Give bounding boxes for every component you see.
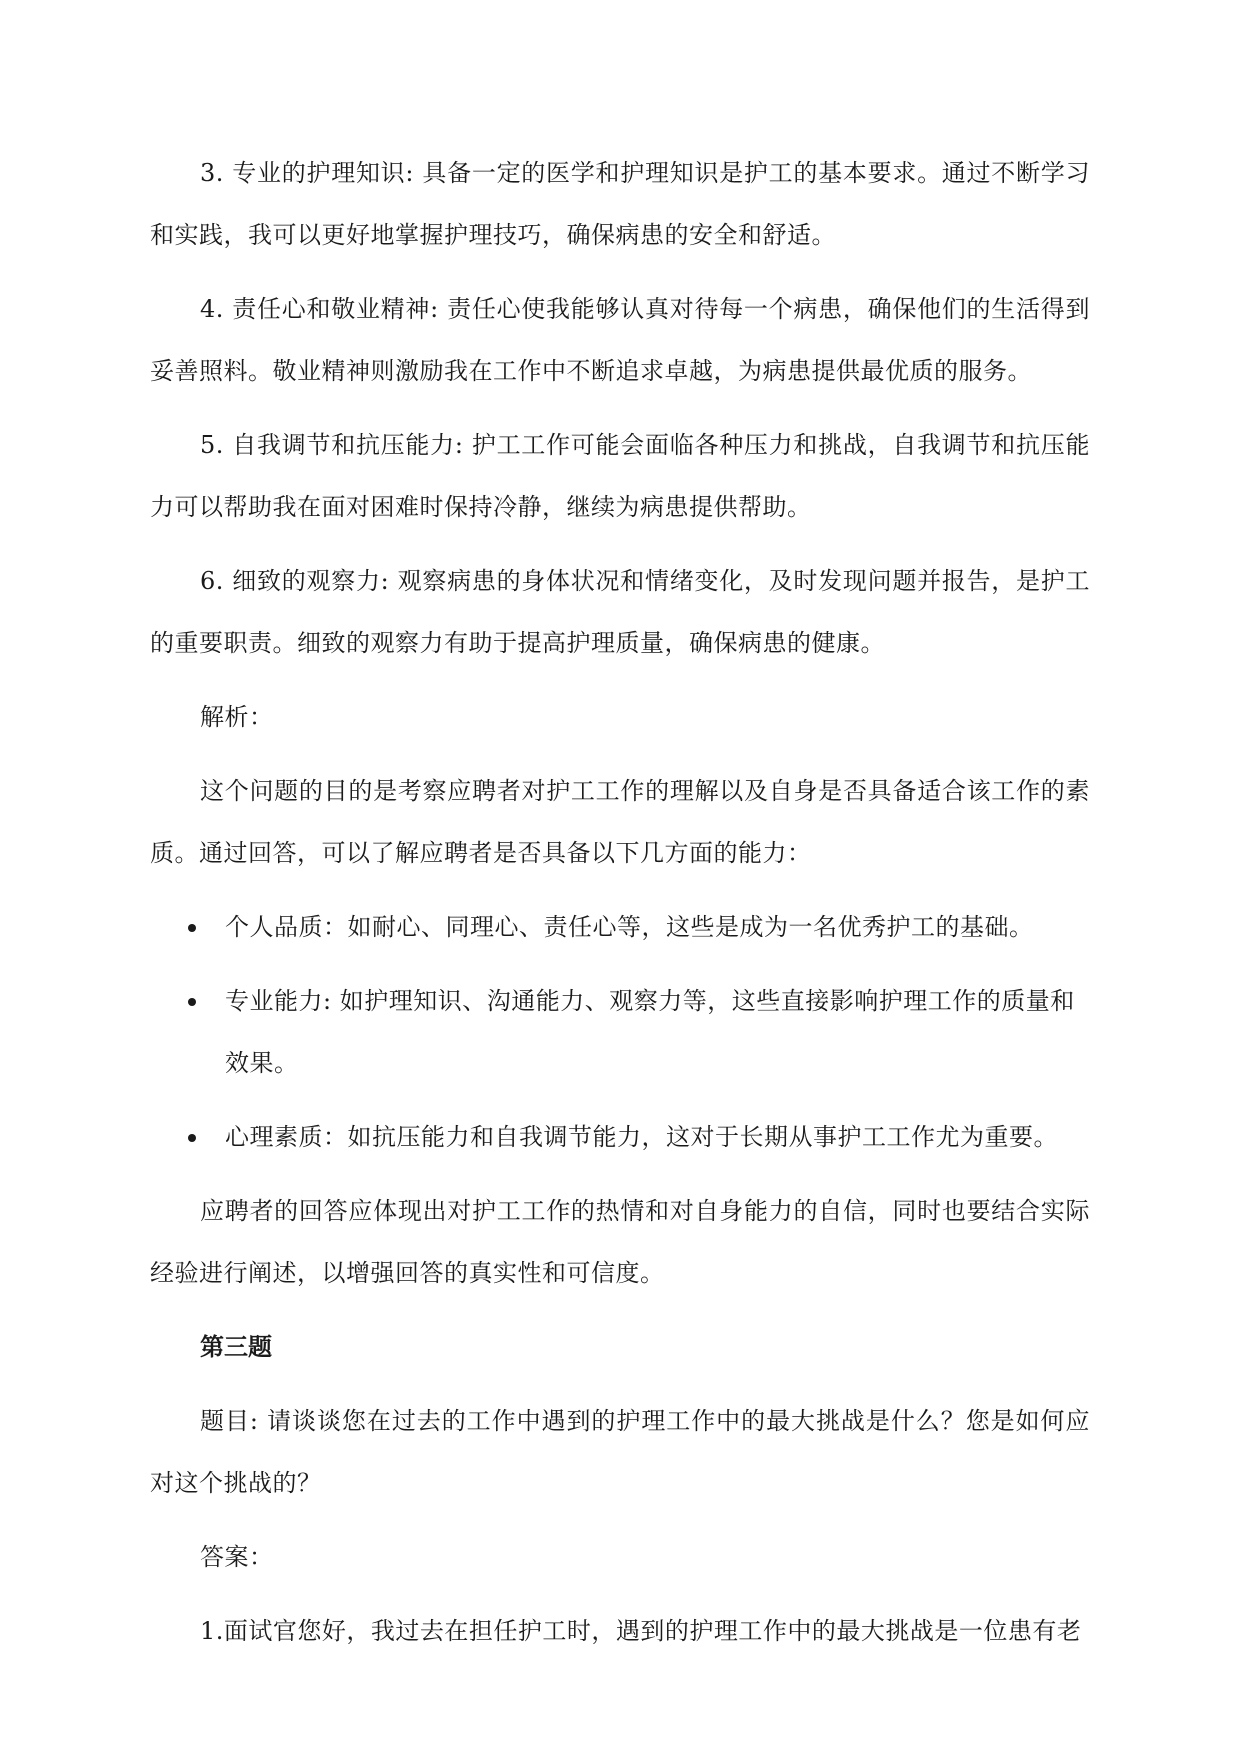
list-item-text: 个人品质：如耐心、同理心、责任心等，这些是成为一名优秀护工的基础。 xyxy=(225,913,1034,941)
section-heading: 第三题 xyxy=(200,1332,272,1361)
bullet-icon xyxy=(188,924,196,932)
bullet-icon xyxy=(188,1134,196,1142)
answer-paragraph: 1.面试官您好，我过去在担任护工时，遇到的护理工作中的最大挑战是一位患有老 xyxy=(200,1617,1082,1645)
paragraph-item-3: 3. 专业的护理知识: 具备一定的医学和护理知识是护工的基本要求。通过不断学习和实践，我可以更好地掌握护理技巧，确保病患的安全和舒适。 xyxy=(150,159,1090,249)
paragraph-item-5: 5. 自我调节和抗压能力: 护工工作可能会面临各种压力和挑战，自我调节和抗压能力可以帮助我在面对困难时保持冷静，继续为病患提供帮助。 xyxy=(150,431,1090,521)
list-item-text: 专业能力: 如护理知识、沟通能力、观察力等，这些直接影响护理工作的质量和效果。 xyxy=(225,987,1075,1077)
bullet-icon xyxy=(188,998,196,1006)
analysis-paragraph: 这个问题的目的是考察应聘者对护工工作的理解以及自身是否具备适合该工作的素质。通过回答，可以了解应聘者是否具备以下几方面的能力： xyxy=(150,777,1090,867)
question-paragraph: 题目: 请谈谈您在过去的工作中遇到的护理工作中的最大挑战是什么？您是如何应对这个挑战的？ xyxy=(150,1407,1090,1497)
ability-list xyxy=(150,896,1090,1168)
list-item xyxy=(150,896,1090,958)
analysis-label: 解析： xyxy=(200,703,274,731)
list-item xyxy=(150,970,1090,1094)
list-item xyxy=(150,1106,1090,1168)
conclusion-paragraph: 应聘者的回答应体现出对护工工作的热情和对自身能力的自信，同时也要结合实际经验进行阐述，以增强回答的真实性和可信度。 xyxy=(150,1197,1090,1287)
paragraph-item-4: 4. 责任心和敬业精神: 责任心使我能够认真对待每一个病患，确保他们的生活得到妥善照料。敬业精神则激励我在工作中不断追求卓越，为病患提供最优质的服务。 xyxy=(150,295,1090,385)
list-item-text: 心理素质：如抗压能力和自我调节能力，这对于长期从事护工工作尤为重要。 xyxy=(225,1123,1058,1151)
document-page xyxy=(150,142,1090,1674)
paragraph-item-6: 6. 细致的观察力: 观察病患的身体状况和情绪变化，及时发现问题并报告，是护工的重要职责。细致的观察力有助于提高护理质量，确保病患的健康。 xyxy=(150,567,1090,657)
answer-label: 答案： xyxy=(200,1543,274,1571)
